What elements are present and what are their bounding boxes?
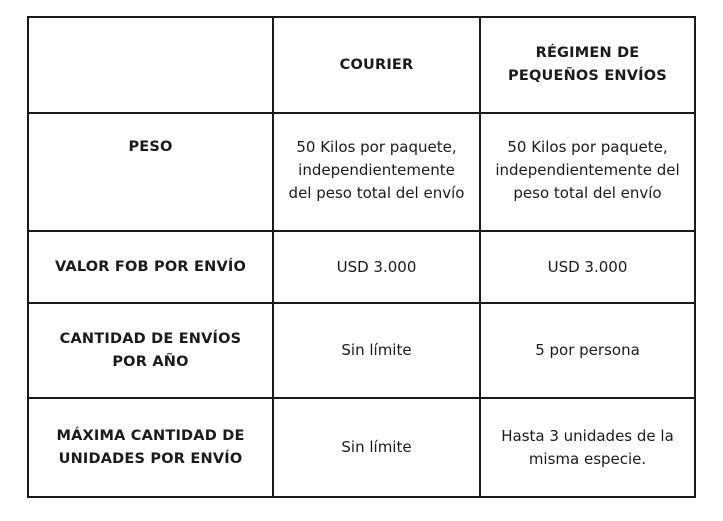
header-courier: COURIER <box>273 17 480 113</box>
row-label-peso: PESO <box>28 113 273 231</box>
table-row <box>28 303 695 398</box>
row-label-cantidad-envios: CANTIDAD DE ENVÍOS POR AÑO <box>28 303 273 398</box>
header-regimen: RÉGIMEN DE PEQUEÑOS ENVÍOS <box>480 17 695 113</box>
cell-peso-regimen: 50 Kilos por paquete, independientemente del peso total del envío <box>480 113 695 231</box>
cell-peso-courier: 50 Kilos por paquete, independientemente del peso total del envío <box>273 113 480 231</box>
cell-maxima-cantidad-regimen: Hasta 3 unidades de la misma especie. <box>480 398 695 497</box>
cell-maxima-cantidad-courier: Sin límite <box>273 398 480 497</box>
row-label-maxima-cantidad: MÁXIMA CANTIDAD DE UNIDADES POR ENVÍO <box>28 398 273 497</box>
row-label-valor-fob: VALOR FOB POR ENVÍO <box>28 231 273 303</box>
table-row <box>28 231 695 303</box>
cell-cantidad-envios-courier: Sin límite <box>273 303 480 398</box>
table-row <box>28 398 695 497</box>
table-header-row <box>28 17 695 113</box>
comparison-table-container <box>27 16 694 496</box>
cell-valor-fob-regimen: USD 3.000 <box>480 231 695 303</box>
comparison-table <box>27 16 696 498</box>
cell-valor-fob-courier: USD 3.000 <box>273 231 480 303</box>
header-empty-cell <box>28 17 273 113</box>
table-row <box>28 113 695 231</box>
cell-cantidad-envios-regimen: 5 por persona <box>480 303 695 398</box>
